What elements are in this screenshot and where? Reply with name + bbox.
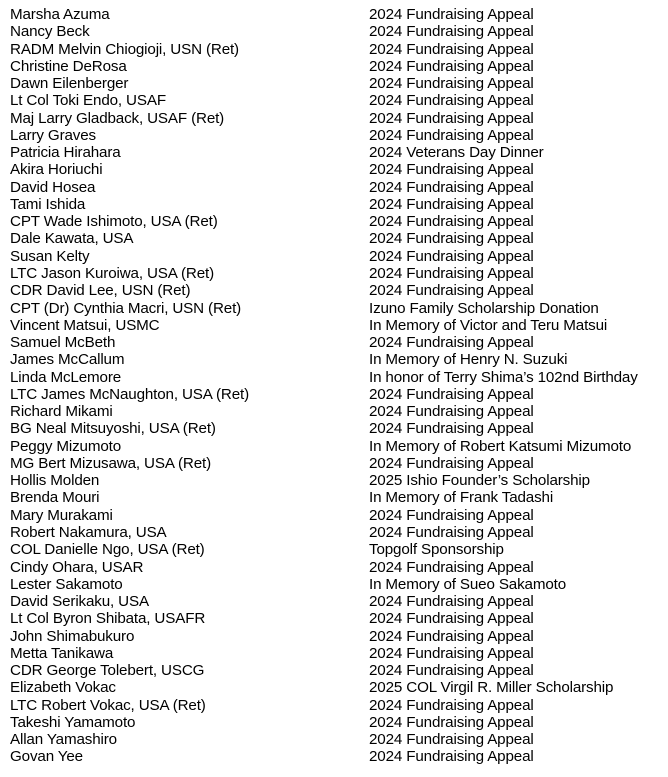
donor-name: LTC Jason Kuroiwa, USA (Ret) [10,264,214,282]
donation-purpose: Topgolf Sponsorship [369,541,504,559]
donor-row [10,230,664,247]
donor-row [10,213,664,230]
donor-name: Vincent Matsui, USMC [10,316,160,334]
donor-row [10,679,664,696]
donor-row [10,92,664,109]
donor-name: Robert Nakamura, USA [10,523,167,541]
donor-list [10,6,664,766]
donor-row [10,369,664,386]
donor-row [10,472,664,489]
donation-purpose: 2024 Fundraising Appeal [369,420,534,438]
donor-row [10,6,664,23]
donor-name: Nancy Beck [10,23,90,41]
donation-purpose: 2024 Fundraising Appeal [369,454,534,472]
donor-name: David Hosea [10,178,96,196]
donor-row [10,317,664,334]
donor-name: RADM Melvin Chiogioji, USN (Ret) [10,40,239,58]
donor-row [10,748,664,765]
donor-name: Allan Yamashiro [10,731,117,749]
donor-row [10,628,664,645]
donor-row [10,593,664,610]
donor-row [10,161,664,178]
donor-row [10,351,664,368]
donor-name: Brenda Mouri [10,489,100,507]
donor-row [10,662,664,679]
donor-row [10,23,664,40]
donation-purpose: 2025 Ishio Founder’s Scholarship [369,472,590,490]
donation-purpose: 2024 Fundraising Appeal [369,178,534,196]
donor-row [10,248,664,265]
donor-name: Patricia Hirahara [10,144,121,162]
donation-purpose: 2024 Fundraising Appeal [369,282,534,300]
donation-purpose: 2024 Fundraising Appeal [369,264,534,282]
donor-row [10,300,664,317]
donor-name: CPT (Dr) Cynthia Macri, USN (Ret) [10,299,242,317]
donation-purpose: 2024 Fundraising Appeal [369,748,534,766]
donor-name: LTC James McNaughton, USA (Ret) [10,385,249,403]
donor-row [10,610,664,627]
donor-row [10,541,664,558]
donation-purpose: 2024 Fundraising Appeal [369,195,534,213]
donation-purpose: 2024 Fundraising Appeal [369,334,534,352]
donation-purpose: 2024 Fundraising Appeal [369,109,534,127]
donation-purpose: 2024 Fundraising Appeal [369,385,534,403]
donor-name: COL Danielle Ngo, USA (Ret) [10,541,205,559]
donation-purpose: 2024 Fundraising Appeal [369,213,534,231]
donation-purpose: 2024 Fundraising Appeal [369,627,534,645]
donation-purpose: In Memory of Victor and Teru Matsui [369,316,608,334]
donor-name: David Serikaku, USA [10,593,149,611]
donor-row [10,196,664,213]
donor-row [10,559,664,576]
donor-name: Tami Ishida [10,195,86,213]
donation-purpose: 2024 Fundraising Appeal [369,126,534,144]
donor-row [10,438,664,455]
donor-name: Linda McLemore [10,368,122,386]
donor-name: Christine DeRosa [10,57,127,75]
donation-purpose: In Memory of Henry N. Suzuki [369,351,568,369]
donation-purpose: 2024 Fundraising Appeal [369,6,534,23]
donor-row [10,75,664,92]
donor-row [10,697,664,714]
donor-name: Peggy Mizumoto [10,437,122,455]
donor-name: Lt Col Toki Endo, USAF [10,92,166,110]
donation-purpose: 2024 Fundraising Appeal [369,403,534,421]
donor-name: CDR George Tolebert, USCG [10,662,205,680]
donor-name: Mary Murakami [10,506,113,524]
donor-name: Metta Tanikawa [10,644,114,662]
donation-purpose: In Memory of Robert Katsumi Mizumoto [369,437,632,455]
donation-purpose: 2024 Fundraising Appeal [369,23,534,41]
donation-purpose: 2024 Fundraising Appeal [369,92,534,110]
donation-purpose: In honor of Terry Shima’s 102nd Birthday [369,368,638,386]
donation-purpose: Izuno Family Scholarship Donation [369,299,599,317]
donation-purpose: In Memory of Sueo Sakamoto [369,575,567,593]
donation-purpose: 2024 Fundraising Appeal [369,506,534,524]
donor-row [10,507,664,524]
donation-purpose: 2025 COL Virgil R. Miller Scholarship [369,679,614,697]
donor-row [10,334,664,351]
donor-row [10,179,664,196]
donor-name: Govan Yee [10,748,83,766]
donor-name: Maj Larry Gladback, USAF (Ret) [10,109,225,127]
donor-name: Larry Graves [10,126,96,144]
donor-name: Cindy Ohara, USAR [10,558,144,576]
donor-row [10,645,664,662]
donor-row [10,403,664,420]
donation-purpose: 2024 Fundraising Appeal [369,161,534,179]
donor-name: MG Bert Mizusawa, USA (Ret) [10,454,212,472]
donation-purpose: 2024 Fundraising Appeal [369,644,534,662]
donor-name: Samuel McBeth [10,334,116,352]
donor-name: Lt Col Byron Shibata, USAFR [10,610,206,628]
donor-name: Elizabeth Vokac [10,679,116,697]
donor-row [10,282,664,299]
donation-purpose: 2024 Fundraising Appeal [369,696,534,714]
donor-name: LTC Robert Vokac, USA (Ret) [10,696,206,714]
donor-row [10,489,664,506]
donation-purpose: 2024 Fundraising Appeal [369,57,534,75]
donor-name: Akira Horiuchi [10,161,103,179]
donation-purpose: 2024 Fundraising Appeal [369,247,534,265]
donation-purpose: 2024 Fundraising Appeal [369,230,534,248]
donor-name: Takeshi Yamamoto [10,713,136,731]
donation-purpose: 2024 Fundraising Appeal [369,662,534,680]
donation-purpose: 2024 Fundraising Appeal [369,610,534,628]
donor-row [10,58,664,75]
donor-row [10,386,664,403]
donor-name: Dawn Eilenberger [10,75,129,93]
donor-name: CPT Wade Ishimoto, USA (Ret) [10,213,218,231]
donor-name: John Shimabukuro [10,627,135,645]
donation-purpose: 2024 Fundraising Appeal [369,593,534,611]
donor-row [10,265,664,282]
donor-row [10,127,664,144]
donor-row [10,714,664,731]
donation-purpose: 2024 Fundraising Appeal [369,40,534,58]
donation-purpose: 2024 Fundraising Appeal [369,713,534,731]
donor-name: Hollis Molden [10,472,100,490]
donor-name: Marsha Azuma [10,6,110,23]
donor-name: Susan Kelty [10,247,90,265]
donor-row [10,576,664,593]
donor-row [10,524,664,541]
donor-name: Lester Sakamoto [10,575,123,593]
donation-purpose: 2024 Fundraising Appeal [369,731,534,749]
donor-row [10,41,664,58]
donor-row [10,144,664,161]
donor-name: Dale Kawata, USA [10,230,134,248]
donor-row [10,455,664,472]
donor-row [10,110,664,127]
donor-name: CDR David Lee, USN (Ret) [10,282,191,300]
donor-row [10,420,664,437]
donation-purpose: 2024 Veterans Day Dinner [369,144,544,162]
donor-row [10,731,664,748]
donor-name: Richard Mikami [10,403,113,421]
donor-name: James McCallum [10,351,125,369]
donation-purpose: In Memory of Frank Tadashi [369,489,554,507]
donation-purpose: 2024 Fundraising Appeal [369,558,534,576]
donation-purpose: 2024 Fundraising Appeal [369,75,534,93]
donation-purpose: 2024 Fundraising Appeal [369,523,534,541]
donor-name: BG Neal Mitsuyoshi, USA (Ret) [10,420,216,438]
